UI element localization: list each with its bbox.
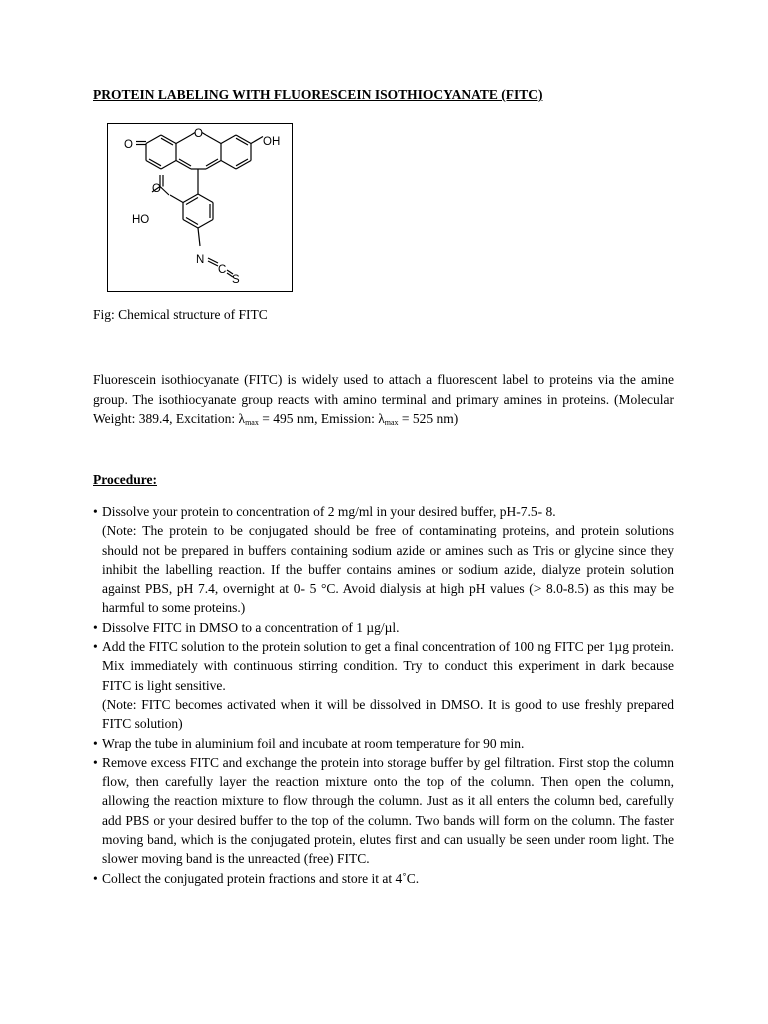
step-text: Wrap the tube in aluminium foil and incubate at room temperature for 90 min. [102, 735, 525, 751]
procedure-step [93, 502, 674, 618]
intro-text-after: = 525 nm) [398, 411, 459, 426]
nitrogen-label: N [196, 254, 205, 266]
step-text: Collect the conjugated protein fractions and store it at 4˚C. [102, 870, 420, 886]
intro-paragraph [93, 370, 674, 433]
acid-o-label: O [152, 183, 161, 195]
hydroxyl-label: OH [263, 136, 281, 148]
fitc-structure-figure [107, 123, 293, 292]
procedure-step [93, 637, 674, 733]
step-note: (Note: FITC becomes activated when it will be dissolved in DMSO. It is good to use freshly prepared FITC solution) [102, 696, 674, 732]
procedure-step [93, 869, 674, 888]
intro-text-before: Fluorescein isothiocyanate (FITC) is widely used to attach a fluorescent label to proteins via the amine group. The isothiocyanate group reacts with amino terminal and primary amines in proteins. (Molecular Weight: 389.4, Excitation: λ [93, 372, 674, 426]
page-title: PROTEIN LABELING WITH FLUORESCEIN ISOTHIOCYANATE (FITC) [93, 87, 543, 102]
intro-text-middle: = 495 nm, Emission: λ [258, 411, 385, 426]
bullet-icon: • [93, 504, 98, 519]
step-text: Dissolve FITC in DMSO to a concentration of 1 µg/µl. [102, 619, 400, 635]
figure-caption: Fig: Chemical structure of FITC [93, 307, 268, 322]
bullet-icon: • [93, 754, 98, 770]
bullet-icon: • [93, 639, 98, 655]
acid-ho-label: HO [132, 214, 150, 226]
step-text: Add the FITC solution to the protein solution to get a final concentration of 100 ng FITC per 1µg protein. Mix immediately with continuous stirring condition. Try to conduct this experiment in dark because FITC is light sensitive. [102, 639, 674, 693]
lambda-max-subscript-1: max [245, 418, 259, 427]
bullet-icon: • [93, 619, 98, 635]
bullet-icon: • [93, 870, 98, 886]
carbonyl-o-label: O [124, 139, 133, 151]
procedure-heading: Procedure: [93, 472, 157, 487]
fitc-structure-diagram [108, 124, 294, 293]
lambda-max-subscript-2: max [384, 418, 399, 427]
ring-o-label: O [194, 128, 203, 140]
step-text: Remove excess FITC and exchange the protein into storage buffer by gel filtration. First stop the column flow, then carefully layer the reaction mixture onto the top of the column. Then open the column, allowing the reaction mixture to flow through the column. Just as it all enters the column bed, carefully add PBS or your desired buffer to the top of the column. Two bands will form on the column. The faster moving band, which is the conjugated protein, elutes first and can usually be seen under room light. The slower moving band is the unreacted (free) FITC. [102, 754, 674, 867]
step-text: Dissolve your protein to concentration of 2 mg/ml in your desired buffer, pH-7.5- 8. [102, 504, 556, 519]
bullet-icon: • [93, 735, 98, 751]
procedure-step [93, 753, 674, 869]
carbon-label: C [218, 264, 227, 276]
procedure-list [93, 502, 674, 888]
procedure-step [93, 618, 674, 637]
procedure-step [93, 734, 674, 753]
step-note: (Note: The protein to be conjugated should be free of contaminating proteins, and protein solutions should not be prepared in buffers containing sodium azide or amines such as Tris or glycine since they inhibit the labelling reaction. If the buffer contains amines or sodium azide, dialyze protein solution against PBS, pH 7.4, overnight at 0- 5 °C. Avoid dialysis at high pH values (> 8.0-8.5) as this may be harmful to some proteins.) [102, 523, 674, 616]
sulfur-label: S [232, 274, 240, 286]
